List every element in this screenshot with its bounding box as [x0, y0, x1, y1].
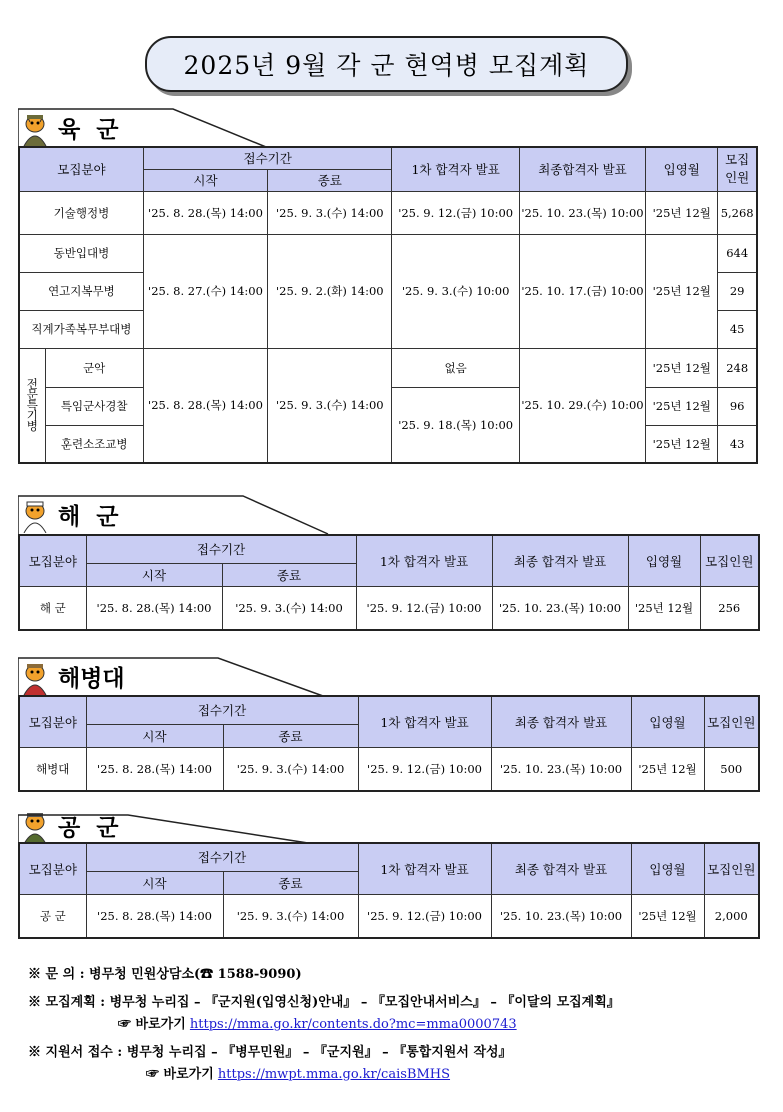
- header-final: 최종 합격자 발표: [491, 696, 631, 747]
- cell-quota: 256: [700, 586, 759, 630]
- cell-start: '25. 8. 28.(목) 14:00: [143, 348, 267, 463]
- navy-label: 해 군: [58, 503, 123, 530]
- cell-first: '25. 9. 3.(수) 10:00: [392, 234, 519, 348]
- airforce-table: [18, 842, 760, 939]
- cell-start: '25. 8. 28.(목) 14:00: [86, 747, 223, 791]
- cell-end: '25. 9. 3.(수) 14:00: [268, 348, 392, 463]
- marine-label: 해병대: [58, 665, 125, 692]
- cell-category: [19, 348, 45, 463]
- header-field: 모집분야: [19, 535, 86, 586]
- cell-field: 연고지복무병: [19, 272, 143, 310]
- army-table: [18, 146, 758, 464]
- cell-final: '25. 10. 29.(수) 10:00: [519, 348, 645, 463]
- header-enlist: 입영월: [646, 147, 718, 191]
- note-inquiry: ※ 문 의 : 병무청 민원상담소(☎ 1588-9090): [28, 967, 302, 982]
- header-quota: 모집인원: [704, 696, 759, 747]
- header-end: 종료: [223, 724, 358, 747]
- marine-tab-outline: [18, 655, 338, 697]
- cell-end: '25. 9. 3.(수) 14:00: [223, 747, 358, 791]
- cell-start: '25. 8. 28.(목) 14:00: [86, 586, 222, 630]
- note-plan-shortcut: ☞ 바로가기: [118, 1017, 186, 1032]
- cell-enlist: '25년 12월: [646, 425, 718, 463]
- cell-quota: 2,000: [704, 894, 759, 938]
- cell-field: 특임군사경찰: [45, 387, 143, 425]
- header-field: 모집분야: [19, 843, 86, 894]
- header-quota: 모집인원: [700, 535, 759, 586]
- header-period: 접수기간: [86, 535, 356, 563]
- cell-first: '25. 9. 12.(금) 10:00: [392, 191, 519, 234]
- cell-first: '25. 9. 18.(목) 10:00: [392, 387, 519, 463]
- cell-final: '25. 10. 23.(목) 10:00: [519, 191, 645, 234]
- cell-quota: 500: [704, 747, 759, 791]
- navy-tab-outline: [18, 493, 338, 535]
- cell-field: 해병대: [19, 747, 86, 791]
- cell-field: 직계가족복무부대병: [19, 310, 143, 348]
- cell-enlist: '25년 12월: [646, 234, 718, 348]
- cell-quota: 248: [718, 348, 757, 387]
- cell-field: 기술행정병: [19, 191, 143, 234]
- cell-field: 군악: [45, 348, 143, 387]
- header-final: 최종 합격자 발표: [492, 535, 628, 586]
- header-end: 종료: [222, 563, 356, 586]
- header-start: 시작: [86, 871, 223, 894]
- header-final: 최종합격자 발표: [519, 147, 645, 191]
- category-label: 전문특기병: [25, 377, 40, 430]
- header-start: 시작: [143, 169, 267, 191]
- cell-final: '25. 10. 23.(목) 10:00: [492, 586, 628, 630]
- header-enlist: 입영월: [628, 535, 700, 586]
- cell-quota: 43: [718, 425, 757, 463]
- cell-final: '25. 10. 17.(금) 10:00: [519, 234, 645, 348]
- cell-quota: 45: [718, 310, 757, 348]
- header-final: 최종 합격자 발표: [491, 843, 631, 894]
- cell-enlist: '25년 12월: [631, 894, 704, 938]
- cell-enlist: '25년 12월: [646, 387, 718, 425]
- airforce-label: 공 군: [58, 814, 123, 841]
- cell-start: '25. 8. 28.(목) 14:00: [143, 191, 267, 234]
- header-period: 접수기간: [86, 696, 358, 724]
- header-first: 1차 합격자 발표: [358, 696, 491, 747]
- note-plan: ※ 모집계획 : 병무청 누리집 – 『군지원(입영신청)안내』 – 『모집안내서비스』 – 『이달의 모집계획』: [28, 995, 620, 1010]
- cell-enlist: '25년 12월: [631, 747, 704, 791]
- cell-field: 훈련소조교병: [45, 425, 143, 463]
- header-quota: 모집 인원: [718, 147, 757, 191]
- note-apply-shortcut: ☞ 바로가기: [146, 1067, 214, 1082]
- header-period: 접수기간: [143, 147, 392, 169]
- cell-field: 동반입대병: [19, 234, 143, 272]
- cell-first: '25. 9. 12.(금) 10:00: [358, 747, 491, 791]
- header-end: 종료: [223, 871, 358, 894]
- header-start: 시작: [86, 724, 223, 747]
- cell-field: 해 군: [19, 586, 86, 630]
- cell-field: 공 군: [19, 894, 86, 938]
- cell-enlist: '25년 12월: [628, 586, 700, 630]
- cell-end: '25. 9. 3.(수) 14:00: [222, 586, 356, 630]
- header-field: 모집분야: [19, 147, 143, 191]
- cell-enlist: '25년 12월: [646, 348, 718, 387]
- note-apply: ※ 지원서 접수 : 병무청 누리집 – 『병무민원』 – 『군지원』 – 『통합지원서 작성』: [28, 1045, 512, 1060]
- cell-final: '25. 10. 23.(목) 10:00: [491, 894, 631, 938]
- army-tab-outline: [18, 106, 278, 148]
- header-first: 1차 합격자 발표: [358, 843, 491, 894]
- cell-first: '25. 9. 12.(금) 10:00: [356, 586, 492, 630]
- page-title: 2025년 9월 각 군 현역병 모집계획: [145, 36, 628, 92]
- cell-first: 없음: [392, 348, 519, 387]
- header-period: 접수기간: [86, 843, 358, 871]
- airforce-tab-outline: [18, 812, 318, 844]
- header-first: 1차 합격자 발표: [356, 535, 492, 586]
- navy-table: [18, 534, 760, 631]
- cell-end: '25. 9. 3.(수) 14:00: [268, 191, 392, 234]
- header-enlist: 입영월: [631, 696, 704, 747]
- header-end: 종료: [268, 169, 392, 191]
- marine-table: [18, 695, 760, 792]
- plan-link[interactable]: https://mma.go.kr/contents.do?mc=mma0000743: [189, 1017, 517, 1032]
- cell-quota: 29: [718, 272, 757, 310]
- cell-quota: 644: [718, 234, 757, 272]
- apply-link[interactable]: https://mwpt.mma.go.kr/caisBMHS: [217, 1067, 451, 1082]
- header-quota: 모집인원: [704, 843, 759, 894]
- cell-quota: 96: [718, 387, 757, 425]
- army-label: 육 군: [58, 116, 123, 143]
- cell-end: '25. 9. 2.(화) 14:00: [268, 234, 392, 348]
- cell-enlist: '25년 12월: [646, 191, 718, 234]
- header-start: 시작: [86, 563, 222, 586]
- cell-quota: 5,268: [718, 191, 757, 234]
- cell-end: '25. 9. 3.(수) 14:00: [223, 894, 358, 938]
- header-first: 1차 합격자 발표: [392, 147, 519, 191]
- header-enlist: 입영월: [631, 843, 704, 894]
- cell-first: '25. 9. 12.(금) 10:00: [358, 894, 491, 938]
- cell-start: '25. 8. 28.(목) 14:00: [86, 894, 223, 938]
- cell-start: '25. 8. 27.(수) 14:00: [143, 234, 267, 348]
- cell-final: '25. 10. 23.(목) 10:00: [491, 747, 631, 791]
- header-field: 모집분야: [19, 696, 86, 747]
